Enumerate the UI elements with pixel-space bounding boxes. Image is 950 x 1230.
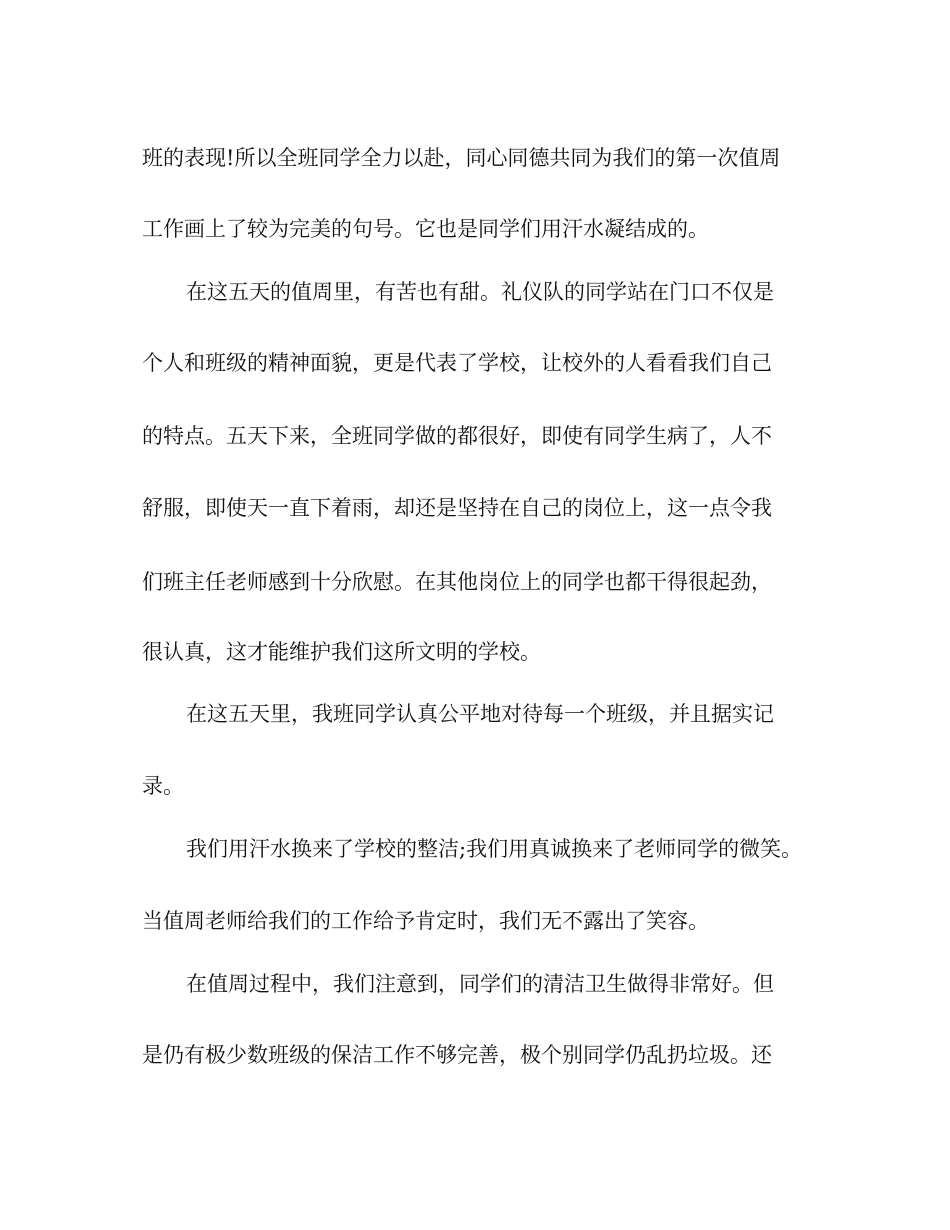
text-line: 工作画上了较为完美的句号。它也是同学们用汗水凝结成的。: [142, 217, 709, 241]
text-line: 班的表现!所以全班同学全力以赴，同心同德共同为我们的第一次值周: [142, 146, 781, 170]
paragraph-start-line: 在这五天里，我班同学认真公平地对待每一个班级，并且据实记: [186, 702, 774, 726]
text-line: 们班主任老师感到十分欣慰。在其他岗位上的同学也都干得很起劲，: [142, 570, 772, 594]
text-line: 录。: [142, 774, 184, 798]
text-line: 舒服，即使天一直下着雨，却还是坚持在自己的岗位上，这一点令我: [142, 496, 772, 520]
text-line: 很认真，这才能维护我们这所文明的学校。: [142, 640, 541, 664]
paragraph-start-line: 在值周过程中，我们注意到，同学们的清洁卫生做得非常好。但: [186, 972, 774, 996]
paragraph-start-line: 我们用汗水换来了学校的整洁;我们用真诚换来了老师同学的微笑。: [186, 837, 803, 861]
text-line: 是仍有极少数班级的保洁工作不够完善，极个别同学仍乱扔垃圾。还: [142, 1043, 772, 1067]
text-line: 的特点。五天下来，全班同学做的都很好，即使有同学生病了，人不: [142, 424, 772, 448]
text-line: 个人和班级的精神面貌，更是代表了学校，让校外的人看看我们自己: [142, 351, 772, 375]
paragraph-start-line: 在这五天的值周里，有苦也有甜。礼仪队的同学站在门口不仅是: [186, 280, 774, 304]
text-line: 当值周老师给我们的工作给予肯定时，我们无不露出了笑容。: [142, 909, 709, 933]
